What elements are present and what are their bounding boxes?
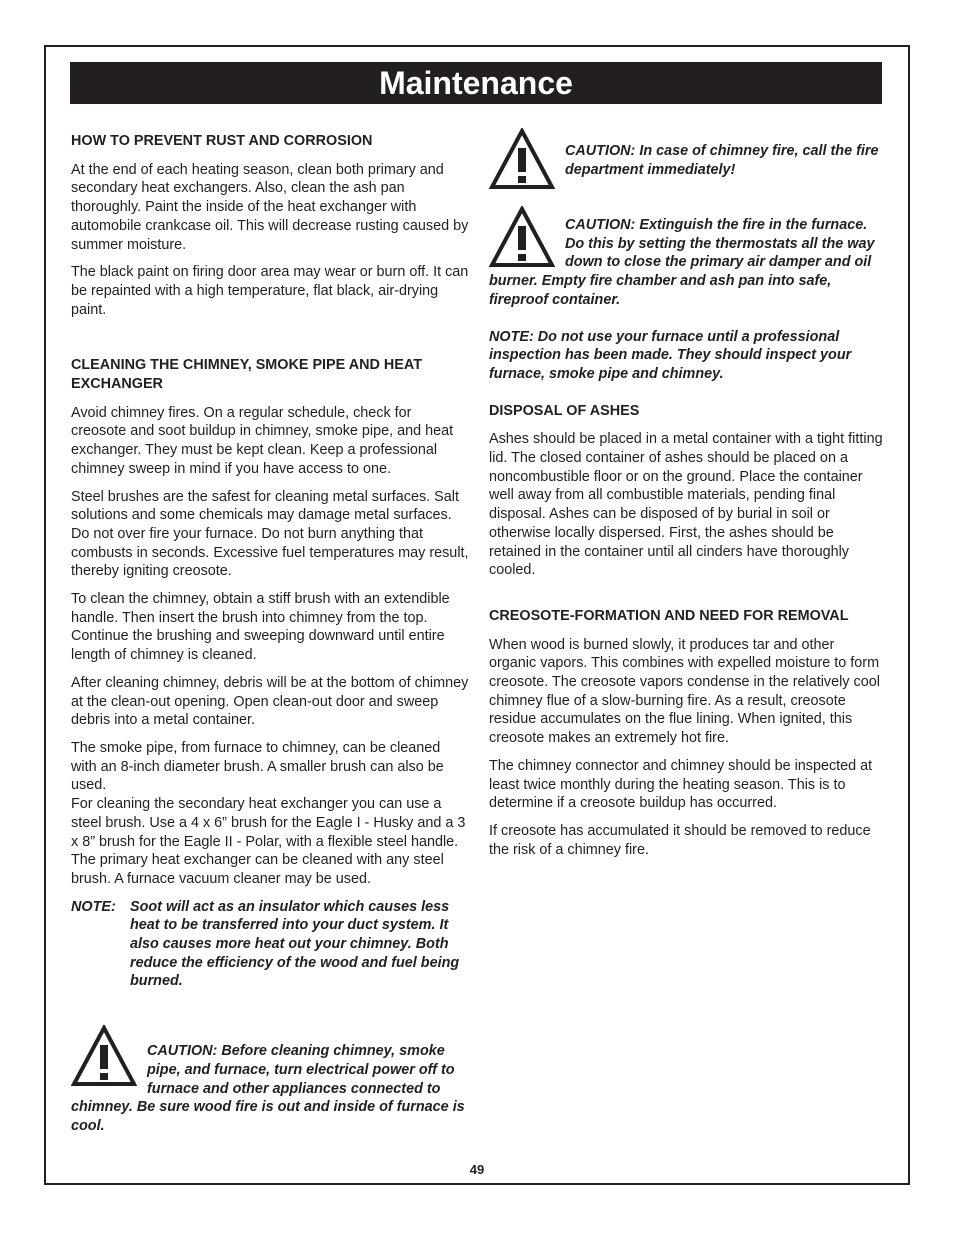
ashes-heading: DISPOSAL OF ASHES xyxy=(489,402,640,419)
cleaning-paragraph-1: Avoid chimney fires. On a regular schedule, check for creosote and soot buildup in chimney, smoke pipe, and heat exchanger. They must be kept clean. Keep a professional chimney sweep in mind if you have access to one. xyxy=(71,404,454,477)
caution-text: CAUTION: Extinguish the fire in the furnace. Do this by setting the thermostats all the way down to close the primary air damper and oil burner. Empty fire chamber and ash pan into safe, fireproof container. xyxy=(489,217,875,308)
cleaning-paragraph-2: Steel brushes are the safest for cleaning metal surfaces. Salt solutions and some chemicals may damage metal surfaces. Do not over fire your furnace. Do not burn anything that combusts in seconds. Excessive fuel temperatures may result, thereby igniting creosote. xyxy=(71,488,469,580)
inspection-note: NOTE: Do not use your furnace until a professional inspection has been made. They should inspect your furnace, smoke pipe and chimney. xyxy=(489,328,852,382)
ashes-paragraph: Ashes should be placed in a metal container with a tight fitting lid. The closed container of ashes should be placed on a noncombustible floor or on the ground. Place the container well away from all combustible materials, pending final disposal. Ashes can be disposed of by burial in soil or otherwise locally dispersed. First, the ashes should be retained in the container until all cinders have thoroughly cooled. xyxy=(489,431,883,579)
rust-paragraph-1: At the end of each heating season, clean both primary and secondary heat exchangers. Also, clean the ash pan thoroughly. Paint the inside of the heat exchanger with automobile crankcase oil. This will decrease rusting caused by summer moisture. xyxy=(71,161,469,253)
note-text: Soot will act as an insulator which causes less heat to be transferred into your duct system. It also causes more heat out your chimney. Both reduce the efficiency of the wood and fuel being burned. xyxy=(130,898,460,990)
warning-triangle-icon xyxy=(489,128,555,190)
caution-extinguish xyxy=(489,216,884,310)
cleaning-heading: CLEANING THE CHIMNEY, SMOKE PIPE AND HEAT EXCHANGER xyxy=(71,357,422,393)
page-title: Maintenance xyxy=(70,62,882,104)
cleaning-paragraph-5a: The smoke pipe, from furnace to chimney, can be cleaned with an 8-inch diameter brush. A smaller brush can also be used. xyxy=(71,739,444,794)
warning-triangle-icon xyxy=(489,206,555,268)
rust-heading: HOW TO PREVENT RUST AND CORROSION xyxy=(71,133,373,149)
cleaning-paragraph-3: To clean the chimney, obtain a stiff brush with an extendible handle. Then insert the brush into chimney from the top. Continue the brushing and sweeping downward until entire length of chimney is cleaned. xyxy=(71,591,450,664)
caution-chimney-fire xyxy=(489,142,884,204)
creosote-paragraph-1: When wood is burned slowly, it produces tar and other organic vapors. This combines with expelled moisture to form creosote. The creosote vapors condense in the relatively cool chimney flue of a slow-burning fire. As a result, creosote residue accumulates on the flue lining. When ignited, this creosote makes an extremely hot fire. xyxy=(489,636,880,747)
creosote-paragraph-3: If creosote has accumulated it should be removed to reduce the risk of a chimney fire. xyxy=(489,822,871,858)
warning-triangle-icon xyxy=(71,1025,137,1087)
left-column xyxy=(71,132,469,1136)
caution-text: CAUTION: Before cleaning chimney, smoke pipe, and furnace, turn electrical power off to furnace and other appliances connected to chimney. Be sure wood fire is out and inside of furnace is cool. xyxy=(71,1043,465,1134)
rust-paragraph-2: The black paint on firing door area may wear or burn off. It can be repainted with a high temperature, flat black, air-drying paint. xyxy=(71,264,469,318)
caution-text: CAUTION: In case of chimney fire, call the fire department immediately! xyxy=(565,143,879,178)
right-column xyxy=(489,142,884,868)
cleaning-paragraph-4: After cleaning chimney, debris will be at the bottom of chimney at the clean-out opening. Open clean-out door and sweep debris into a metal container. xyxy=(71,674,469,729)
soot-note xyxy=(71,898,469,992)
cleaning-paragraph-5b: For cleaning the secondary heat exchanger you can use a steel brush. Use a 4 x 6” brush for the Eagle I - Husky and a 3 x 8” brush for the Eagle II - Polar, with a flexible steel handle. The primary heat exchanger can be cleaned with any steel brush. A furnace vacuum cleaner may be used. xyxy=(71,796,466,887)
creosote-heading: CREOSOTE-FORMATION AND NEED FOR REMOVAL xyxy=(489,607,849,624)
page-number: 49 xyxy=(469,1162,485,1177)
caution-before-cleaning xyxy=(71,1025,469,1136)
note-label: NOTE: xyxy=(71,898,116,915)
creosote-paragraph-2: The chimney connector and chimney should be inspected at least twice monthly during the heating season. This is to determine if a creosote buildup has occurred. xyxy=(489,757,873,812)
